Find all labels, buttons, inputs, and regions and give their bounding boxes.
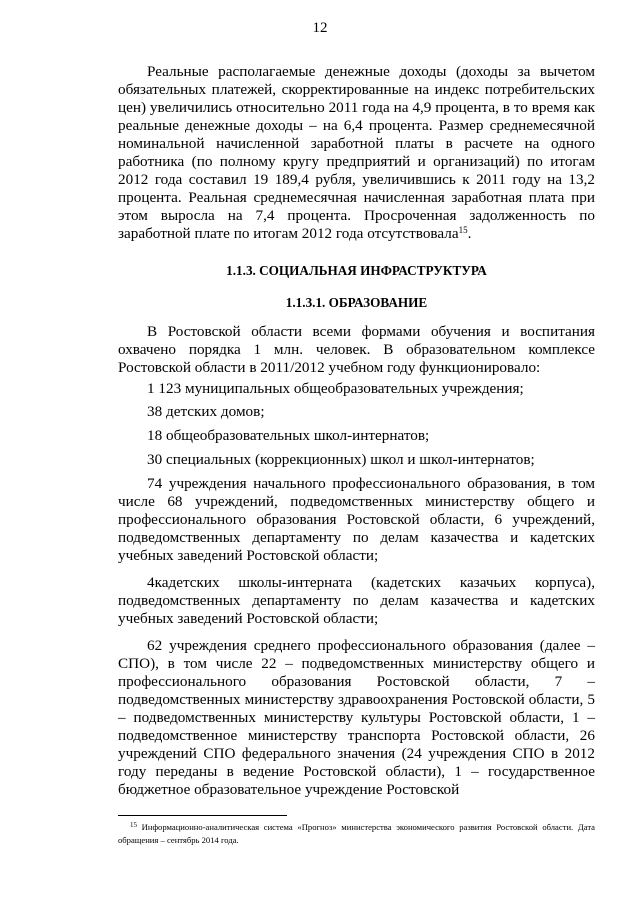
paragraph-real-income <box>118 63 595 243</box>
footnote <box>118 821 595 847</box>
section-heading-social-infrastructure: 1.1.3. СОЦИАЛЬНАЯ ИНФРАСТРУКТУРА <box>226 263 487 278</box>
footnote-text: Информационно-аналитическая система «Прогноз» министерства экономического развития Ростовской области. Дата обращения – сентябрь 2014 года. <box>118 822 595 845</box>
subsection-heading-education: 1.1.3.1. ОБРАЗОВАНИЕ <box>285 295 428 310</box>
page-number: 12 <box>312 20 328 36</box>
footnote-divider <box>118 815 287 816</box>
paragraph-education-intro: В Ростовской области всеми формами обучения и воспитания охвачено порядка 1 млн. человек. В образовательном комплексе Ростовской области в 2011/2012 учебном году функционировало: <box>118 323 595 376</box>
paragraph-real-income-text: Реальные располагаемые денежные доходы (доходы за вычетом обязательных платежей, скорректированные на индекс потребительских цен) увеличились относительно 2011 года на 4,9 процента, в то время как реальные денежные доходы – на 6,4 процента. Размер среднемесячной номинальной начисленной заработной платы в расчете на одного работника (по полному кругу предприятий и организаций) по итогам 2012 года составил 19 189,4 рубля, увеличившись к 2011 году на 13,2 процента. Реальная среднемесячная начисленная заработная плата при этом выросла на 7,4 процента. Просроченная задолженность по заработной плате по итогам 2012 года отсутствовала <box>118 63 595 242</box>
list-item-special-schools: 30 специальных (коррекционных) школ и школ-интернатов; <box>147 451 535 468</box>
paragraph-real-income-end: . <box>467 225 472 242</box>
list-item-cadet-schools: 4кадетских школы-интерната (кадетских казачьих корпуса), подведомственных департаменту по делам казачества и кадетских учебных заведений Ростовской области; <box>118 574 595 627</box>
list-item-municipal-schools: 1 123 муниципальных общеобразовательных учреждения; <box>147 380 524 397</box>
list-item-vocational-institutions: 74 учреждения начального профессионального образования, в том числе 68 учреждений, подведомственных министерству общего и профессионального образования Ростовской области, 6 учреждений, подведомственных департаменту по делам казачества и кадетских учебных заведений Ростовской области; <box>118 475 595 564</box>
footnote-reference: 15 <box>458 225 468 235</box>
list-item-orphanages: 38 детских домов; <box>147 403 265 420</box>
footnote-number: 15 <box>130 821 137 829</box>
list-item-boarding-schools: 18 общеобразовательных школ-интернатов; <box>147 427 430 444</box>
list-item-secondary-vocational: 62 учреждения среднего профессионального образования (далее – СПО), в том числе 22 – подведомственных министерству общего и профессионального образования Ростовской области, 7 – подведомственных министерству здравоохранения Ростовской области, 5 – подведомственных министерству культуры Ростовской области, 1 – подведомственное министерству транспорта Ростовской области, 26 учреждений СПО федерального значения (24 учреждения СПО в 2012 году переданы в ведение Ростовской области), 1 – государственное бюджетное образовательное учреждение Ростовской <box>118 637 595 798</box>
